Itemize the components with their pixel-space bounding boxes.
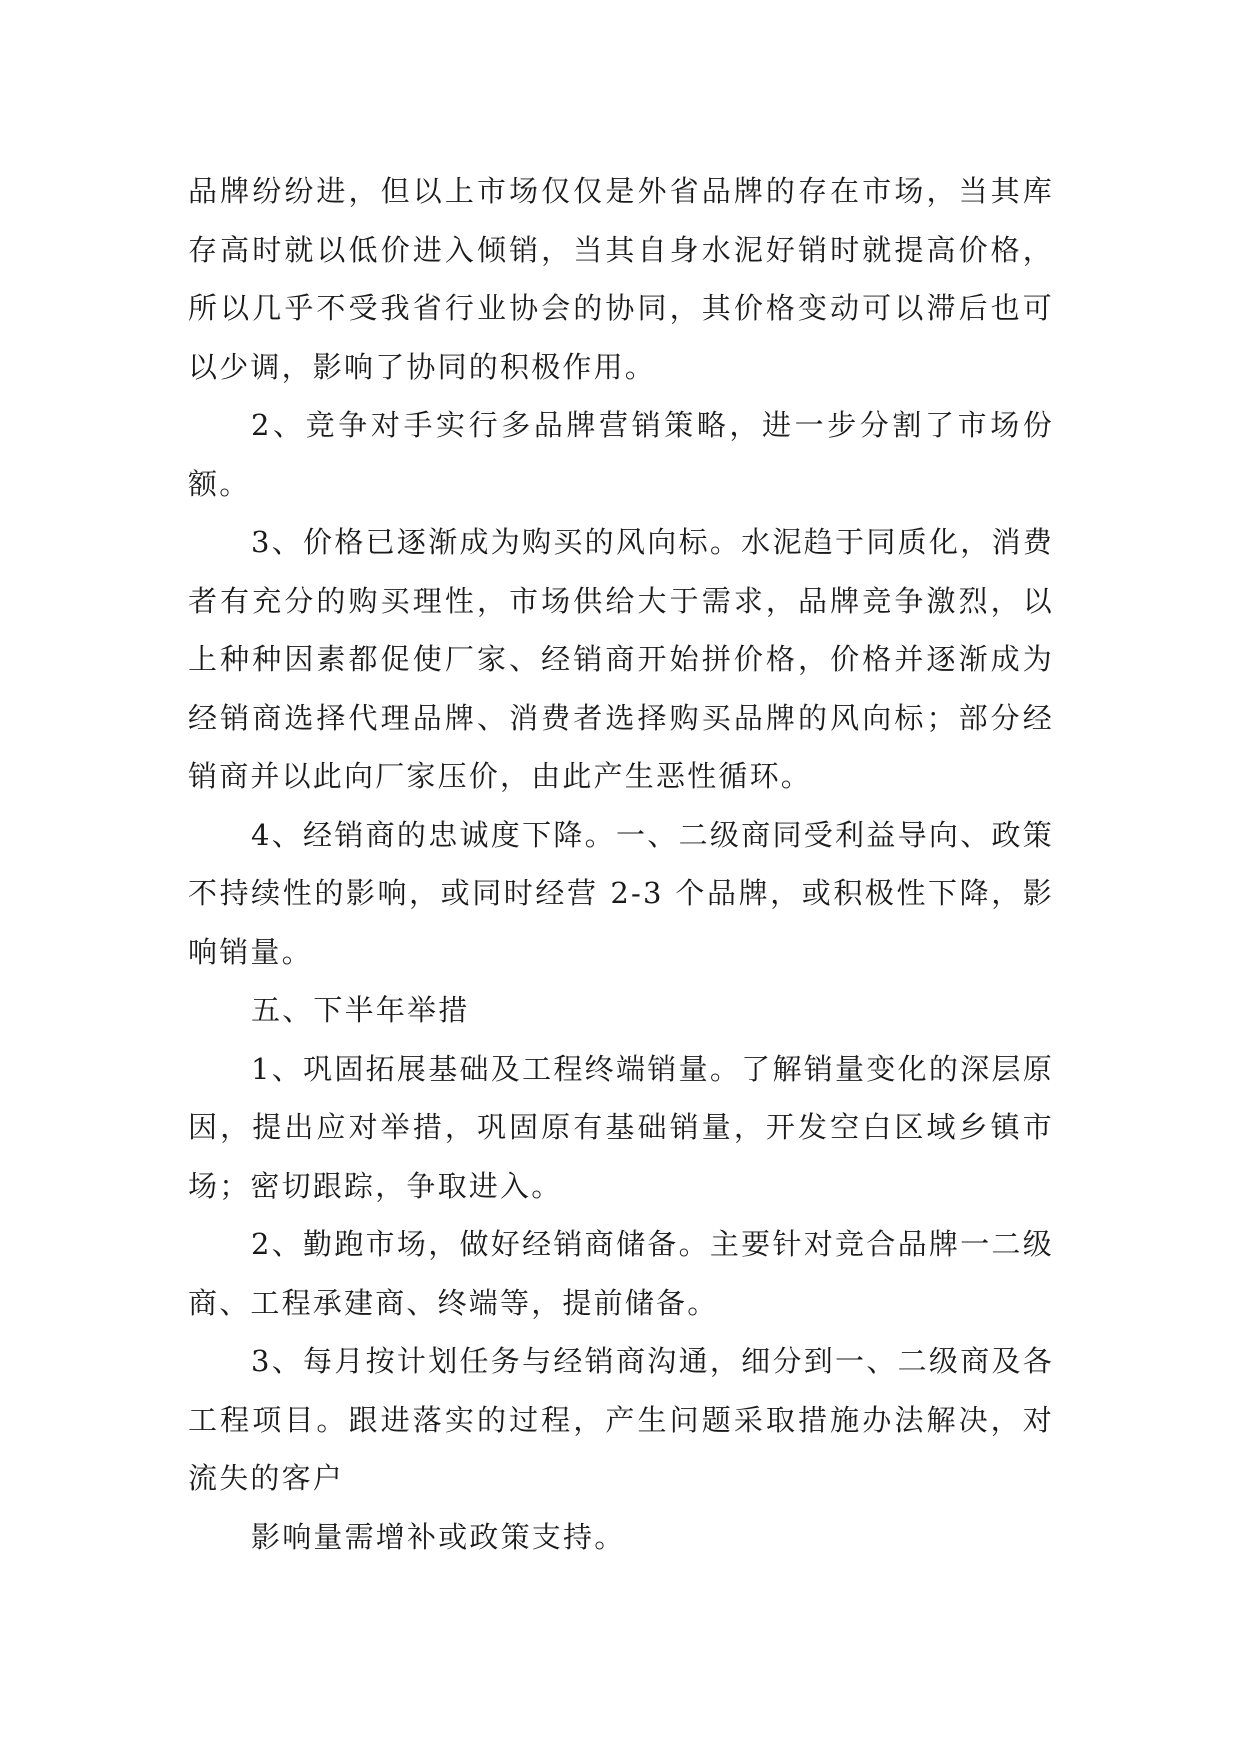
paragraph-measure-2: 2、勤跑市场，做好经销商储备。主要针对竞合品牌一二级商、工程承建商、终端等，提前储备。	[188, 1227, 1054, 1320]
document-body	[188, 162, 1054, 1566]
paragraph-continuation: 品牌纷纷进，但以上市场仅仅是外省品牌的存在市场，当其库存高时就以低价进入倾销，当其自身水泥好销时就提高价格，所以几乎不受我省行业协会的协同，其价格变动可以滞后也可以少调，影响了协同的积极作用。	[188, 174, 1054, 384]
paragraph-item-3: 3、价格已逐渐成为购买的风向标。水泥趋于同质化，消费者有充分的购买理性，市场供给大于需求，品牌竞争激烈，以上种种因素都促使厂家、经销商开始拼价格，价格并逐渐成为经销商选择代理品牌、消费者选择购买品牌的风向标；部分经销商并以此向厂家压价，由此产生恶性循环。	[188, 525, 1054, 793]
paragraph-measure-3: 3、每月按计划任务与经销商沟通，细分到一、二级商及各工程项目。跟进落实的过程，产生问题采取措施办法解决，对流失的客户	[188, 1344, 1054, 1495]
paragraph-item-2: 2、竞争对手实行多品牌营销策略，进一步分割了市场份额。	[188, 408, 1054, 501]
paragraph-item-4: 4、经销商的忠诚度下降。一、二级商同受利益导向、政策不持续性的影响，或同时经营 2-3 个品牌，或积极性下降，影响销量。	[188, 817, 1054, 969]
paragraph-measure-3-cont: 影响量需增补或政策支持。	[251, 1519, 626, 1554]
section-heading: 五、下半年举措	[251, 993, 470, 1027]
paragraph-measure-1: 1、巩固拓展基础及工程终端销量。了解销量变化的深层原因，提出应对举措，巩固原有基础销量，开发空白区域乡镇市场；密切跟踪，争取进入。	[188, 1051, 1054, 1203]
